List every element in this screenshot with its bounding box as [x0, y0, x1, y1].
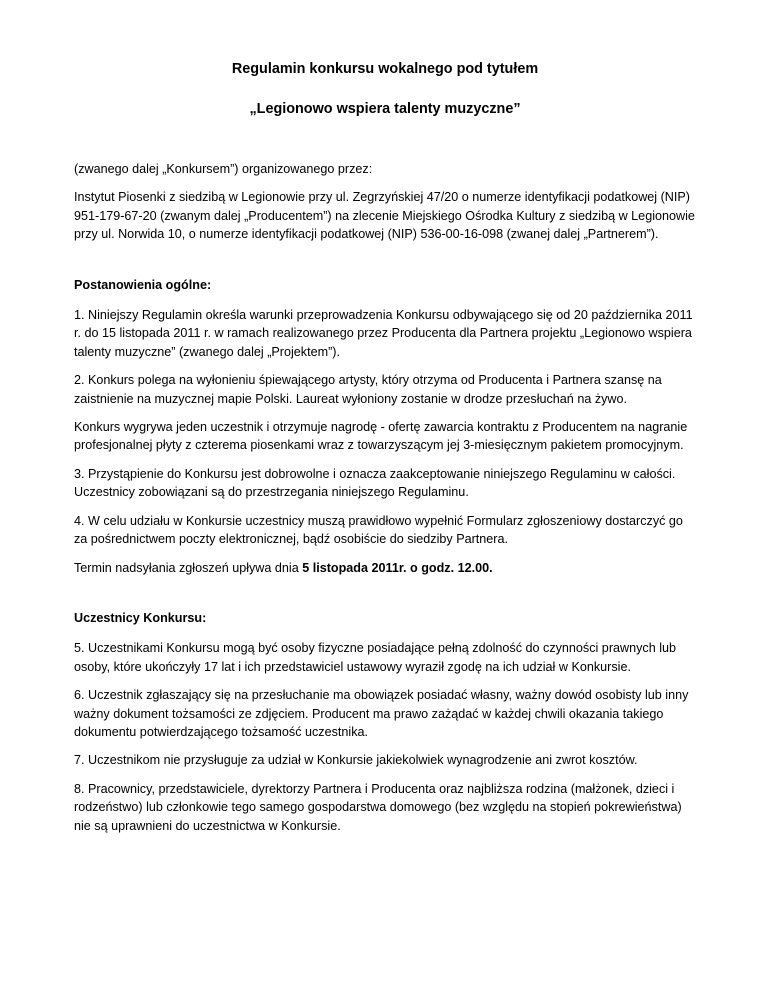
- intro-paragraph: Instytut Piosenki z siedzibą w Legionowie przy ul. Zegrzyńskiej 47/20 o numerze identyfikacji podatkowej (NIP) 951-179-67-20 (zwanym dalej „Producentem”) na zlecenie Miejskiego Ośrodka Kultury z siedzibą w Legionowie przy ul. Norwida 10, o numerze identyfikacji podatkowej (NIP) 536-00-16-098 (zwanej dalej „Partnerem”).: [74, 190, 695, 242]
- document-title: Regulamin konkursu wokalnego pod tytułem: [231, 61, 539, 77]
- section-heading: Postanowienia ogólne:: [74, 277, 212, 292]
- document-page: [74, 60, 696, 845]
- paragraph: 8. Pracownicy, przedstawiciele, dyrektorzy Partnera i Producenta oraz najbliższa rodzina (małżonek, dzieci i rodzeństwo) lub członkowie tego samego gospodarstwa domowego (bez względu na stopień pokrewieństwa) nie są uprawnieni do uczestnictwa w Konkursie.: [74, 781, 682, 833]
- paragraph: Konkurs wygrywa jeden uczestnik i otrzymuje nagrodę - ofertę zawarcia kontraktu z Producentem na nagranie profesjonalnej płyty z czterema piosenkami wraz z towarzyszącym jej 3-miesięcznym pakietem promocyjnym.: [74, 420, 688, 453]
- deadline-prefix: Termin nadsyłania zgłoszeń upływa dnia: [74, 560, 303, 575]
- section-heading: Uczestnicy Konkursu:: [74, 610, 207, 625]
- paragraph: 4. W celu udziału w Konkursie uczestnicy muszą prawidłowo wypełnić Formularz zgłoszeniowy dostarczyć go za pośrednictwem poczty elektronicznej, bądź osobiście do siedziby Partnera.: [74, 513, 683, 547]
- paragraph: 5. Uczestnikami Konkursu mogą być osoby fizyczne posiadające pełną zdolność do czynności prawnych lub osoby, które ukończyły 17 lat i ich przedstawiciel ustawowy wyraził zgodę na ich udział w Konkursie.: [74, 641, 677, 674]
- deadline-paragraph: [74, 559, 696, 577]
- intro-paragraph: (zwanego dalej „Konkursem”) organizowanego przez:: [74, 162, 373, 176]
- paragraph: 2. Konkurs polega na wyłonieniu śpiewającego artysty, który otrzyma od Producenta i Partnera szansę na zaistnienie na muzycznej mapie Polski. Laureat wyłoniony zostanie w drodze przesłuchań na żywo.: [74, 373, 662, 406]
- paragraph: 1. Niniejszy Regulamin określa warunki przeprowadzenia Konkursu odbywającego się od 20 października 2011 r. do 15 listopada 2011 r. w ramach realizowanego przez Producenta dla Partnera projektu „Legionowo wspiera talenty muzyczne” (zwanego dalej „Projektem”).: [74, 308, 693, 359]
- paragraph: 3. Przystąpienie do Konkursu jest dobrowolne i oznacza zaakceptowanie niniejszego Regulaminu w całości. Uczestnicy zobowiązani są do przestrzegania niniejszego Regulaminu.: [74, 466, 676, 500]
- document-subtitle: „Legionowo wspiera talenty muzyczne”: [249, 101, 521, 117]
- paragraph: 6. Uczestnik zgłaszający się na przesłuchanie ma obowiązek posiadać własny, ważny dowód osobisty lub inny ważny dokument tożsamości ze zdjęciem. Producent ma prawo zażądać w każdej chwili okazania takiego dokumentu potwierdzającego tożsamość uczestnika.: [74, 688, 689, 739]
- paragraph: 7. Uczestnikom nie przysługuje za udział w Konkursie jakiekolwiek wynagrodzenie ani zwrot kosztów.: [74, 753, 638, 768]
- deadline-date: 5 listopada 2011r. o godz. 12.00.: [302, 560, 493, 575]
